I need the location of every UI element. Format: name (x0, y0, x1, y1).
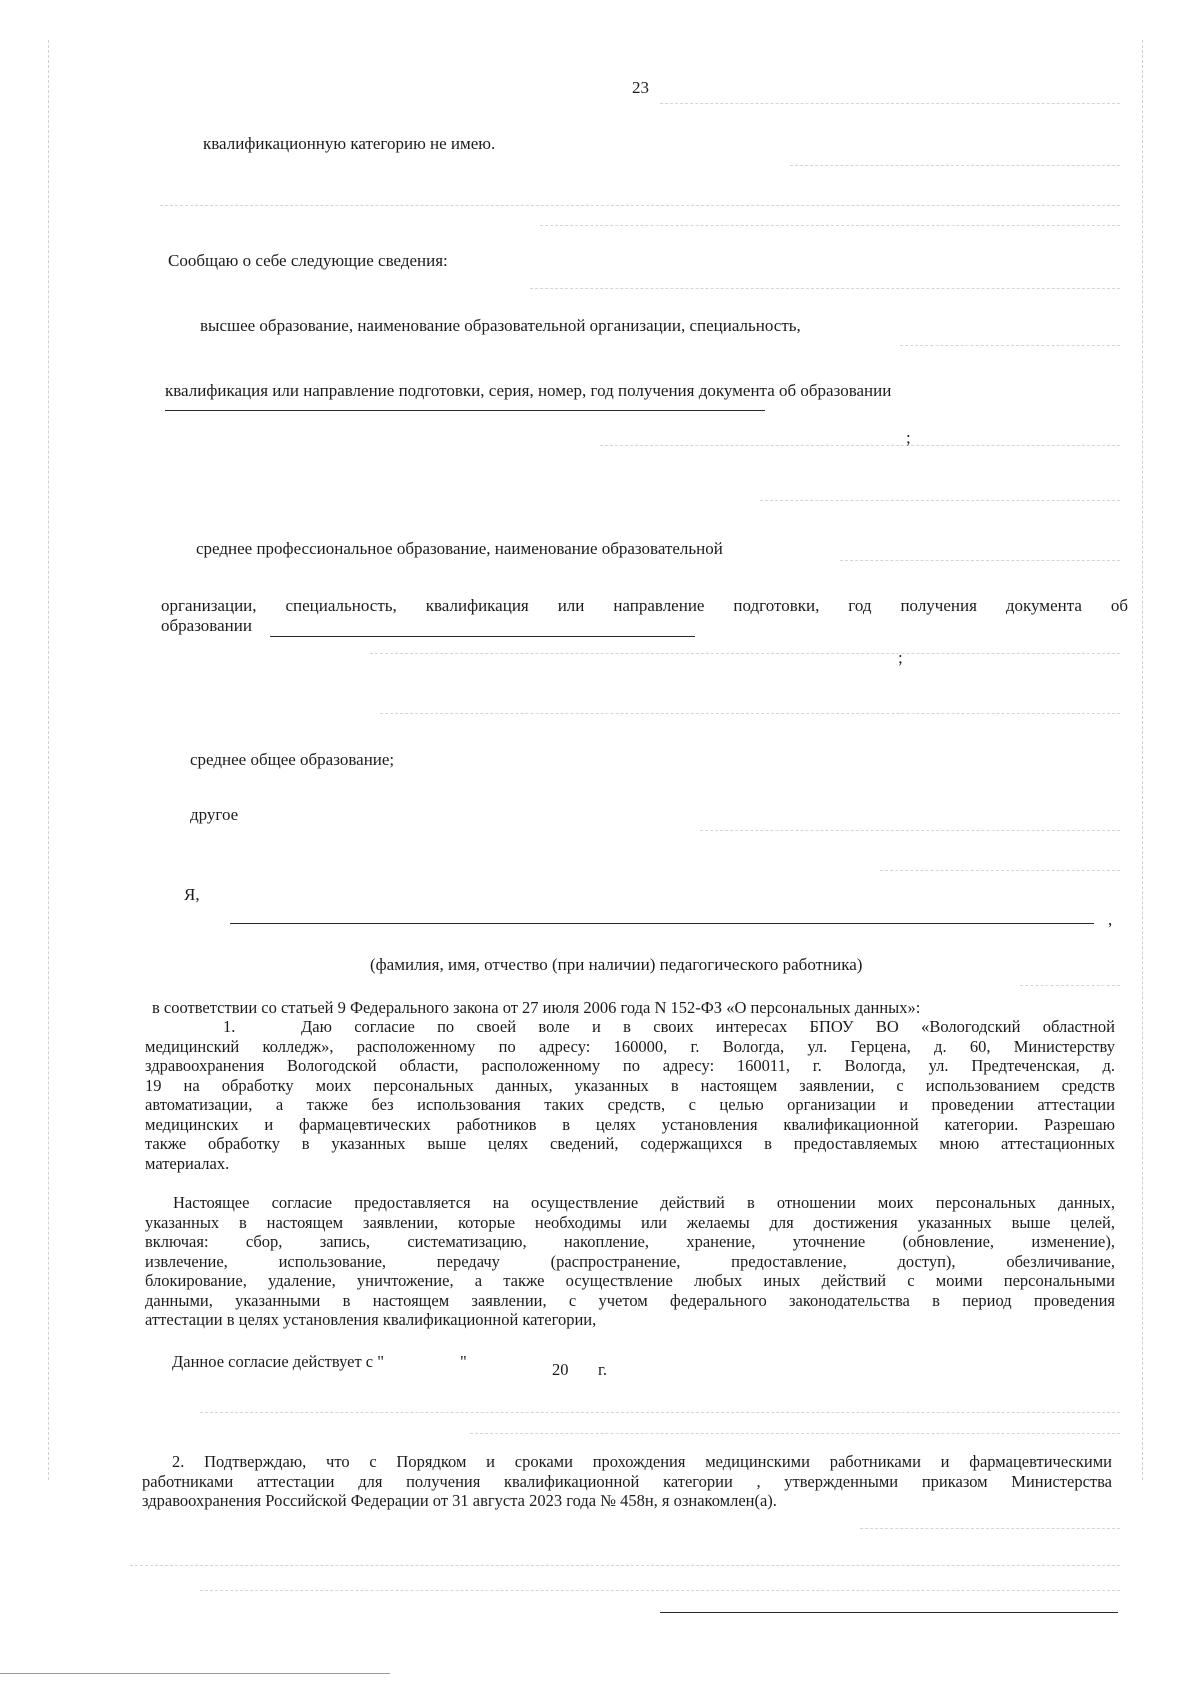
consent-line: автоматизации, а также без использования таких средств, с целью организации и проведении аттестации (145, 1095, 1115, 1114)
category-line: квалификационную категорию не имею. (203, 134, 496, 153)
scope-line: Настоящее согласие предоставляется на осуществление действий в отношении моих персональных данных, (173, 1193, 1115, 1212)
scan-edge-right (1142, 40, 1143, 1480)
fio-caption: (фамилия, имя, отчество (при наличии) педагогического работника) (370, 955, 863, 974)
confirm-line: здравоохранения Российской Федерации от 31 августа 2023 года № 458н, я ознакомлен(а). (142, 1491, 777, 1510)
scan-trace (200, 1590, 1120, 1591)
scan-trace (530, 288, 1120, 289)
scan-trace (130, 1565, 1120, 1566)
spo-line-3: образовании (161, 616, 252, 635)
scan-trace (1020, 985, 1120, 986)
other-line: другое (190, 805, 239, 824)
scan-trace (900, 345, 1120, 346)
spo-line-2 (161, 596, 1128, 616)
consent-line: медицинский колледж», расположенному по адресу: 160000, г. Вологда, ул. Герцена, д. 60, Министерству (145, 1036, 1115, 1056)
semicolon-1: ; (906, 428, 911, 447)
scope-line: данными, указанными в настоящем заявлении, с учетом федерального законодательства в период проведения (145, 1290, 1115, 1310)
scan-trace (200, 1412, 1120, 1413)
scan-trace (660, 103, 1120, 104)
scan-trace (160, 205, 1120, 206)
consent-number: 1. (223, 1017, 236, 1036)
scan-trace (0, 1673, 390, 1674)
confirmation-paragraph (142, 1452, 1112, 1511)
consent-line: материалах. (145, 1153, 230, 1173)
scan-trace (860, 1528, 1120, 1529)
semicolon-2: ; (898, 648, 903, 667)
scan-trace (790, 165, 1120, 166)
scan-trace (840, 560, 1120, 561)
i-label: Я, (184, 885, 200, 904)
general-education-line: среднее общее образование; (190, 750, 395, 769)
consent-line: медицинских и фармацевтических работников в целях установления квалификационной категории. Разрешаю (145, 1114, 1115, 1134)
scope-line: включая: сбор, запись, систематизацию, накопление, хранение, уточнение (обновление, изменение), (145, 1232, 1115, 1251)
spo-line-2-text: организации, специальность, квалификация или направление подготовки, год получения документа об (161, 596, 1128, 615)
higher-education-line-1: высшее образование, наименование образовательной организации, специальность, (200, 316, 801, 335)
consent-paragraph (145, 1017, 1115, 1173)
validity-quote: " (460, 1352, 467, 1371)
validity-label: Данное согласие действует с " (172, 1352, 384, 1371)
validity-suffix: г. (598, 1360, 608, 1379)
spo-line-1: среднее профессиональное образование, наименование образовательной (196, 539, 723, 558)
higher-education-blank[interactable] (165, 410, 765, 411)
scan-edge-left (48, 40, 49, 1480)
scope-line: аттестации в целях установления квалификационной категории, (145, 1310, 597, 1329)
page-number: 23 (632, 78, 649, 97)
consent-line: Даю согласие по своей воле и в своих интересах БПОУ ВО «Вологодский областной (301, 1017, 1115, 1036)
signature-blank[interactable] (660, 1612, 1118, 1613)
consent-scope-paragraph (145, 1193, 1115, 1330)
scope-first-line (145, 1193, 1115, 1213)
confirm-line: 2. Подтверждаю, что с Порядком и сроками прохождения медицинскими работниками и фармацевтическими (172, 1452, 1112, 1471)
scan-trace (600, 445, 1120, 446)
consent-line: здравоохранения Вологодской области, расположенному по адресу: 160011, г. Вологда, ул. Предтеченская, д. (145, 1056, 1115, 1075)
fio-blank[interactable] (230, 923, 1094, 924)
consent-first-line (145, 1017, 1115, 1037)
higher-education-line-2: квалификация или направление подготовки, серия, номер, год получения документа об образовании (165, 381, 892, 400)
scan-trace (370, 653, 1120, 654)
fio-comma: , (1108, 910, 1113, 929)
scan-trace (470, 1433, 1120, 1434)
validity-year: 20 (552, 1360, 569, 1379)
scan-trace (880, 870, 1120, 871)
scope-line: блокирование, удаление, уничтожение, а также осуществление любых иных действий с моими персональными (145, 1271, 1115, 1290)
scan-trace (760, 500, 1120, 501)
scope-line: извлечение, использование, передачу (распространение, предоставление, доступ), обезличивание, (145, 1251, 1115, 1271)
scan-trace (380, 713, 1120, 714)
confirm-first-line (142, 1452, 1112, 1472)
consent-line: 19 на обработку моих персональных данных, указанных в настоящем заявлении, с использованием средств (145, 1075, 1115, 1095)
scan-trace (540, 225, 1120, 226)
scan-trace (700, 830, 1120, 831)
intro-line: Сообщаю о себе следующие сведения: (168, 251, 448, 270)
scope-line: указанных в настоящем заявлении, которые необходимы или желаемы для достижения указанных выше целей, (145, 1212, 1115, 1232)
spo-blank[interactable] (270, 636, 695, 637)
confirm-line: работниками аттестации для получения квалификационной категории , утвержденными приказом Министерства (142, 1471, 1112, 1491)
consent-line: также обработку в указанных выше целях сведений, содержащихся в предоставляемых мною аттестационных (145, 1134, 1115, 1153)
accordance-line: в соответствии со статьей 9 Федерального закона от 27 июля 2006 года N 152-ФЗ «О персональных данных»: (152, 998, 921, 1017)
